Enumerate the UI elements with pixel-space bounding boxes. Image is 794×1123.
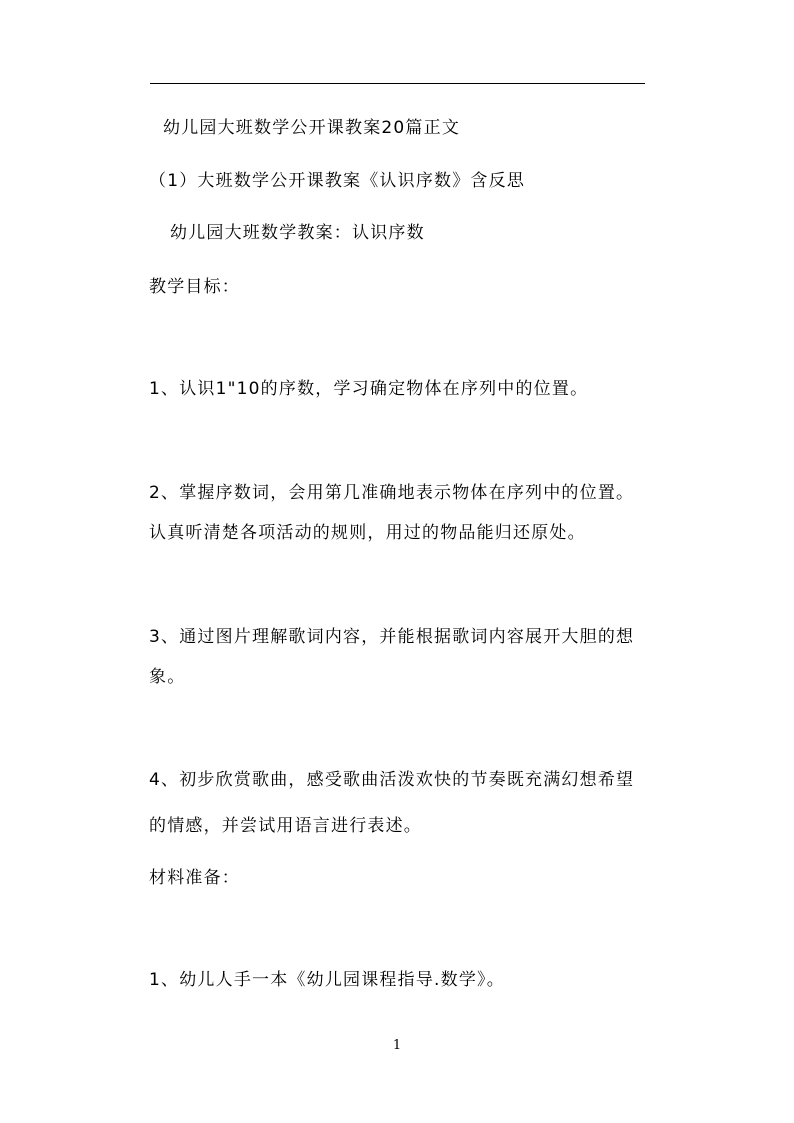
objective-1: 1、认识1"10的序数，学习确定物体在序列中的位置。 (149, 379, 589, 399)
document-title: 幼儿园大班数学公开课教案20篇正文 (163, 118, 461, 138)
header-rule (150, 83, 645, 84)
objective-4-line-1: 4、初步欣赏歌曲，感受歌曲活泼欢快的节奏既充满幻想希望 (149, 770, 635, 790)
objective-2-line-2: 认真听清楚各项活动的规则，用过的物品能归还原处。 (149, 523, 586, 543)
objective-2-line-1: 2、掌握序数词，会用第几准确地表示物体在序列中的位置。 (149, 483, 635, 503)
materials-label: 材料准备： (149, 868, 240, 888)
material-1: 1、幼儿人手一本《幼儿园课程指导.数学》。 (149, 970, 505, 990)
lesson-subtitle: 幼儿园大班数学教案：认识序数 (170, 223, 425, 243)
objective-3-line-2: 象。 (149, 667, 186, 687)
objectives-label: 教学目标： (149, 277, 240, 297)
page-number: 1 (392, 1038, 402, 1053)
objective-3-line-1: 3、通过图片理解歌词内容，并能根据歌词内容展开大胆的想 (149, 627, 635, 647)
objective-4-line-2: 的情感，并尝试用语言进行表述。 (149, 816, 422, 836)
section-heading: （1）大班数学公开课教案《认识序数》含反思 (149, 171, 526, 191)
